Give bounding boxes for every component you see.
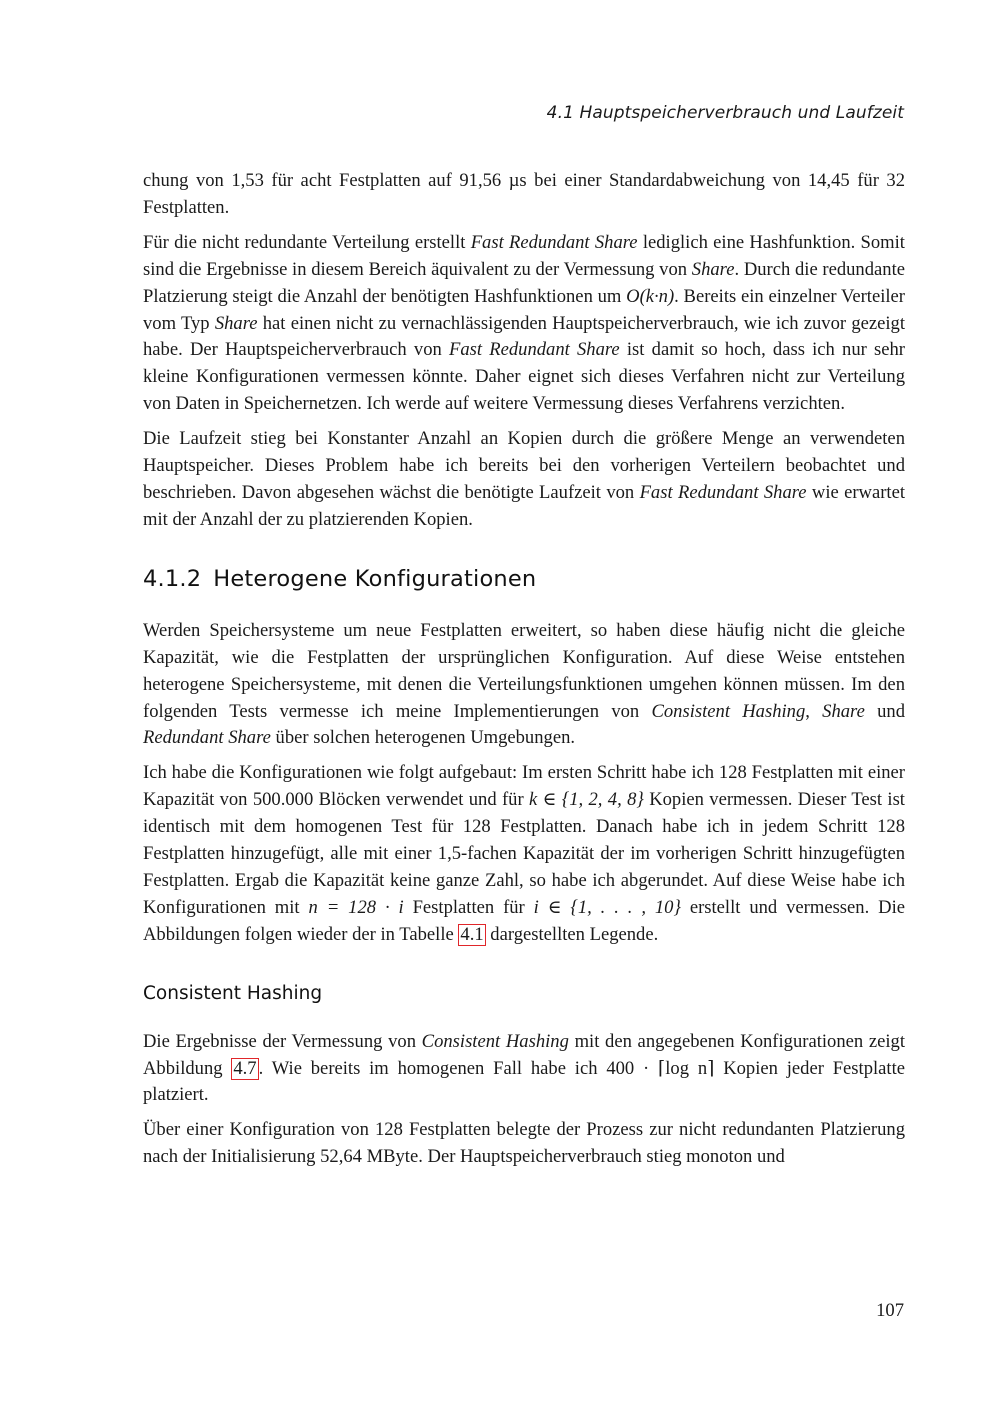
section-number: 4.1.2 — [143, 565, 202, 592]
section-title: Heterogene Konfigurationen — [213, 565, 537, 592]
paragraph-text: und — [864, 700, 905, 722]
paragraph-text: hat einen nicht zu vernachlässigenden Hauptspeicherverbrauch, wie ich zuvor gezeigt habe. Der Hauptspeicherverbrauch von — [143, 312, 906, 361]
paragraph-text: Die Laufzeit stieg bei Konstanter Anzahl an Kopien durch die größere Menge an verwendeten Hauptspeicher. Dieses Problem habe ich bereits bei den vorherigen Verteilern beobachtet und beschrieben. Davon abgesehen wächst die benötigte Laufzeit von — [143, 428, 905, 503]
paragraph — [143, 168, 905, 222]
paragraph-text: Kopien vermessen. Dieser Test ist identisch mit dem homogenen Test für 128 Festplatten. Danach habe ich in jedem Schritt 128 Festplatten hinzugefügt, alle mit einer 1,5-fachen Kapazität der im vorherigen Schritt hinzugefügten Festplatten. Ergab die Kapazität keine ganze Zahl, so habe ich abgerundet. Auf diese Weise habe ich Konfigurationen mit — [143, 789, 905, 918]
subsection-heading: Consistent Hashing — [143, 982, 323, 1004]
paragraph — [143, 1117, 905, 1171]
emphasis-term: Share — [691, 258, 735, 280]
paragraph — [143, 1029, 905, 1110]
page-number: 107 — [876, 1300, 904, 1321]
paragraph-text: lediglich eine Hashfunktion. Somit sind die Ergebnisse in diesem Bereich äquivalent zu der Vermessung von — [143, 231, 905, 280]
paragraph-text: Die Ergebnisse der Vermessung von — [143, 1030, 422, 1052]
math-expression: 400 · ⌈log n⌉ — [606, 1057, 715, 1079]
math-expression: O(k·n) — [626, 285, 675, 307]
paragraph-text: dargestellten Legende. — [485, 923, 659, 945]
emphasis-term: Fast Redundant Share — [449, 339, 620, 361]
paragraph — [143, 618, 905, 753]
section-heading — [143, 564, 905, 594]
figure-reference-link[interactable]: 4.7 — [233, 1057, 257, 1079]
paragraph-text: über solchen heterogenen Umgebungen. — [270, 727, 576, 749]
paragraph-text: Ich habe die Konfigurationen wie folgt aufgebaut: Im ersten Schritt habe ich 128 Festplatten mit einer Kapazität von 500.000 Blöcken verwendet und für — [143, 762, 905, 811]
emphasis-term: Fast Redundant Share — [639, 481, 807, 503]
paragraph — [143, 760, 905, 948]
paragraph-text: Festplatten für — [403, 896, 534, 918]
paragraph-text: Kopien jeder Festplatte platziert. — [143, 1057, 906, 1106]
paragraph-text: . Wie bereits im homogenen Fall habe ich — [258, 1057, 607, 1079]
paragraph-text: chung von 1,53 für acht Festplatten auf 91,56 µs bei einer Standardabweichung von 14,45 für 32 Festplatten. — [143, 170, 905, 218]
emphasis-term: Share — [214, 312, 258, 334]
table-reference-link[interactable]: 4.1 — [460, 923, 484, 945]
emphasis-term: Consistent Hashing — [421, 1030, 569, 1052]
math-expression: n = 128 · i — [308, 896, 404, 918]
paragraph-text: . Bereits ein einzelner Verteiler vom Typ — [143, 285, 905, 334]
paragraph-text: erstellt und vermessen. Die Abbildungen folgen wieder der in Tabelle — [143, 896, 905, 945]
paragraph-text: , — [805, 700, 823, 722]
page-body — [143, 168, 905, 1179]
emphasis-term: Consistent Hashing — [651, 700, 806, 722]
emphasis-term: Redundant Share — [143, 727, 271, 749]
emphasis-term: Share — [822, 700, 865, 722]
running-header: 4.1 Hauptspeicherverbrauch und Laufzeit — [546, 103, 904, 123]
paragraph — [143, 230, 905, 418]
paragraph-text: wie erwartet mit der Anzahl der zu platzierenden Kopien. — [143, 481, 905, 530]
paragraph-text: Werden Speichersysteme um neue Festplatten erweitert, so haben diese häufig nicht die gleiche Kapazität, wie die Festplatten der ursprünglichen Konfiguration. Auf diese Weise entstehen heterogene Speichersysteme, mit denen die Verteilungsfunktionen umgehen können müssen. Im den folgenden Tests vermesse ich meine Implementierungen von — [143, 619, 905, 722]
paragraph-text: Für die nicht redundante Verteilung erstellt — [143, 231, 471, 253]
math-expression: k ∈ {1, 2, 4, 8} — [529, 789, 644, 811]
paragraph — [143, 426, 905, 534]
paragraph-text: . Durch die redundante Platzierung steigt die Anzahl der benötigten Hashfunktionen um — [143, 258, 905, 307]
paragraph-text: ist damit so hoch, dass ich nur sehr kleine Konfigurationen vermessen könnte. Daher eignet sich dieses Verfahren nicht zur Verteilung von Daten in Speichernetzen. Ich werde auf weitere Vermessung dieses Verfahrens verzichten. — [143, 339, 905, 415]
math-expression: i ∈ {1, . . . , 10} — [533, 896, 681, 918]
paragraph-text: Über einer Konfiguration von 128 Festplatten belegte der Prozess zur nicht redundanten Platzierung nach der Initialisierung 52,64 MByte. Der Hauptspeicherverbrauch stieg monoton und — [143, 1119, 905, 1168]
emphasis-term: Fast Redundant Share — [470, 231, 638, 253]
paragraph-text: mit den angegebenen Konfigurationen zeigt Abbildung — [143, 1030, 905, 1079]
